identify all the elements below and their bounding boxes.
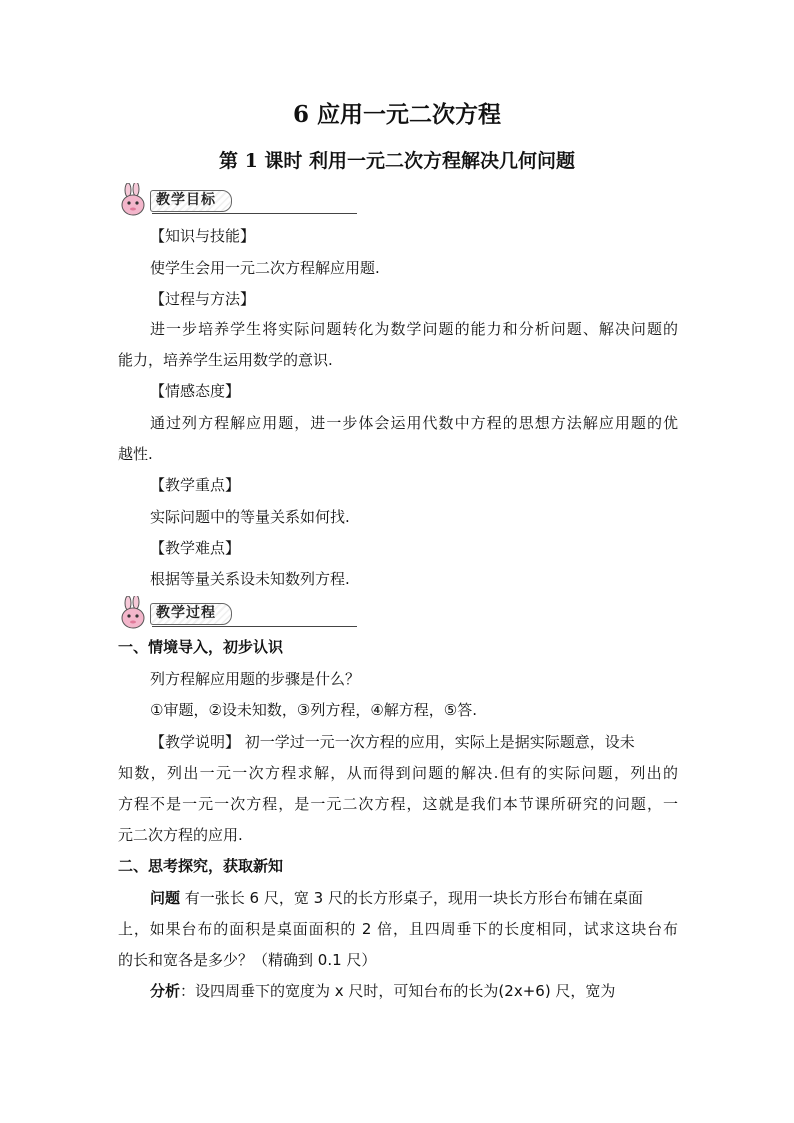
problem-text: 有一张长 6 尺，宽 3 尺的长方形桌子，现用一块长方形台布铺在桌面 xyxy=(180,889,643,907)
process-label: 【过程与方法】 xyxy=(150,290,256,308)
problem-line-3: 的长和宽各是多少？（精确到 0.1 尺） xyxy=(118,951,377,969)
note-line-4: 元二次方程的应用. xyxy=(118,826,243,844)
section-header-objectives xyxy=(118,183,248,217)
emotion-line-1: 通过列方程解应用题，进一步体会运用代数中方程的思想方法解应用题的优 xyxy=(150,414,678,432)
section-label: 教学过程 xyxy=(156,605,216,621)
analysis-line-1 xyxy=(150,980,678,1002)
problem-line-2: 上，如果台布的面积是桌面面积的 2 倍，且四周垂下的长度相同，试求这块台布 xyxy=(118,920,678,938)
note-label: 【教学说明】 xyxy=(150,733,241,751)
analysis-label: 分析 xyxy=(150,982,181,1000)
note-line-3: 方程不是一元一次方程，是一元二次方程，这就是我们本节课所研究的问题，一 xyxy=(118,795,678,813)
process-line-1: 进一步培养学生将实际问题转化为数学问题的能力和分析问题、解决问题的 xyxy=(150,320,678,338)
process-line-2: 能力，培养学生运用数学的意识. xyxy=(118,351,333,369)
part1-question: 列方程解应用题的步骤是什么？ xyxy=(150,670,361,688)
emotion-label: 【情感态度】 xyxy=(150,382,241,400)
problem-line-1 xyxy=(150,887,678,909)
difficulty-label: 【教学难点】 xyxy=(150,539,241,557)
part1-steps: ①审题，②设未知数，③列方程，④解方程，⑤答. xyxy=(150,701,478,719)
section-underline xyxy=(152,626,357,627)
problem-label: 问题 xyxy=(150,889,181,907)
note-line-1 xyxy=(150,731,678,753)
section-label: 教学目标 xyxy=(156,192,216,208)
part1-heading: 一、情境导入，初步认识 xyxy=(118,638,284,656)
key-label: 【教学重点】 xyxy=(150,476,241,494)
lesson-title: 6 应用一元二次方程 xyxy=(292,101,501,128)
difficulty-text: 根据等量关系设未知数列方程. xyxy=(150,570,350,588)
knowledge-label: 【知识与技能】 xyxy=(150,227,256,245)
lesson-subtitle: 第 1 课时 利用一元二次方程解决几何问题 xyxy=(218,150,576,172)
part2-heading: 二、思考探究，获取新知 xyxy=(118,857,284,875)
note-line-2: 知数，列出一元一次方程求解，从而得到问题的解决.但有的实际问题，列出的 xyxy=(118,764,678,782)
key-text: 实际问题中的等量关系如何找. xyxy=(150,508,350,526)
section-underline xyxy=(152,213,357,214)
emotion-line-2: 越性. xyxy=(118,445,153,463)
section-header-process xyxy=(118,596,248,630)
analysis-text: ：设四周垂下的宽度为 x 尺时，可知台布的长为(2x+6) 尺，宽为 xyxy=(180,982,616,1000)
note-text: 初一学过一元一次方程的应用，实际上是据实际题意，设未 xyxy=(240,733,635,751)
knowledge-text: 使学生会用一元二次方程解应用题. xyxy=(150,259,380,277)
